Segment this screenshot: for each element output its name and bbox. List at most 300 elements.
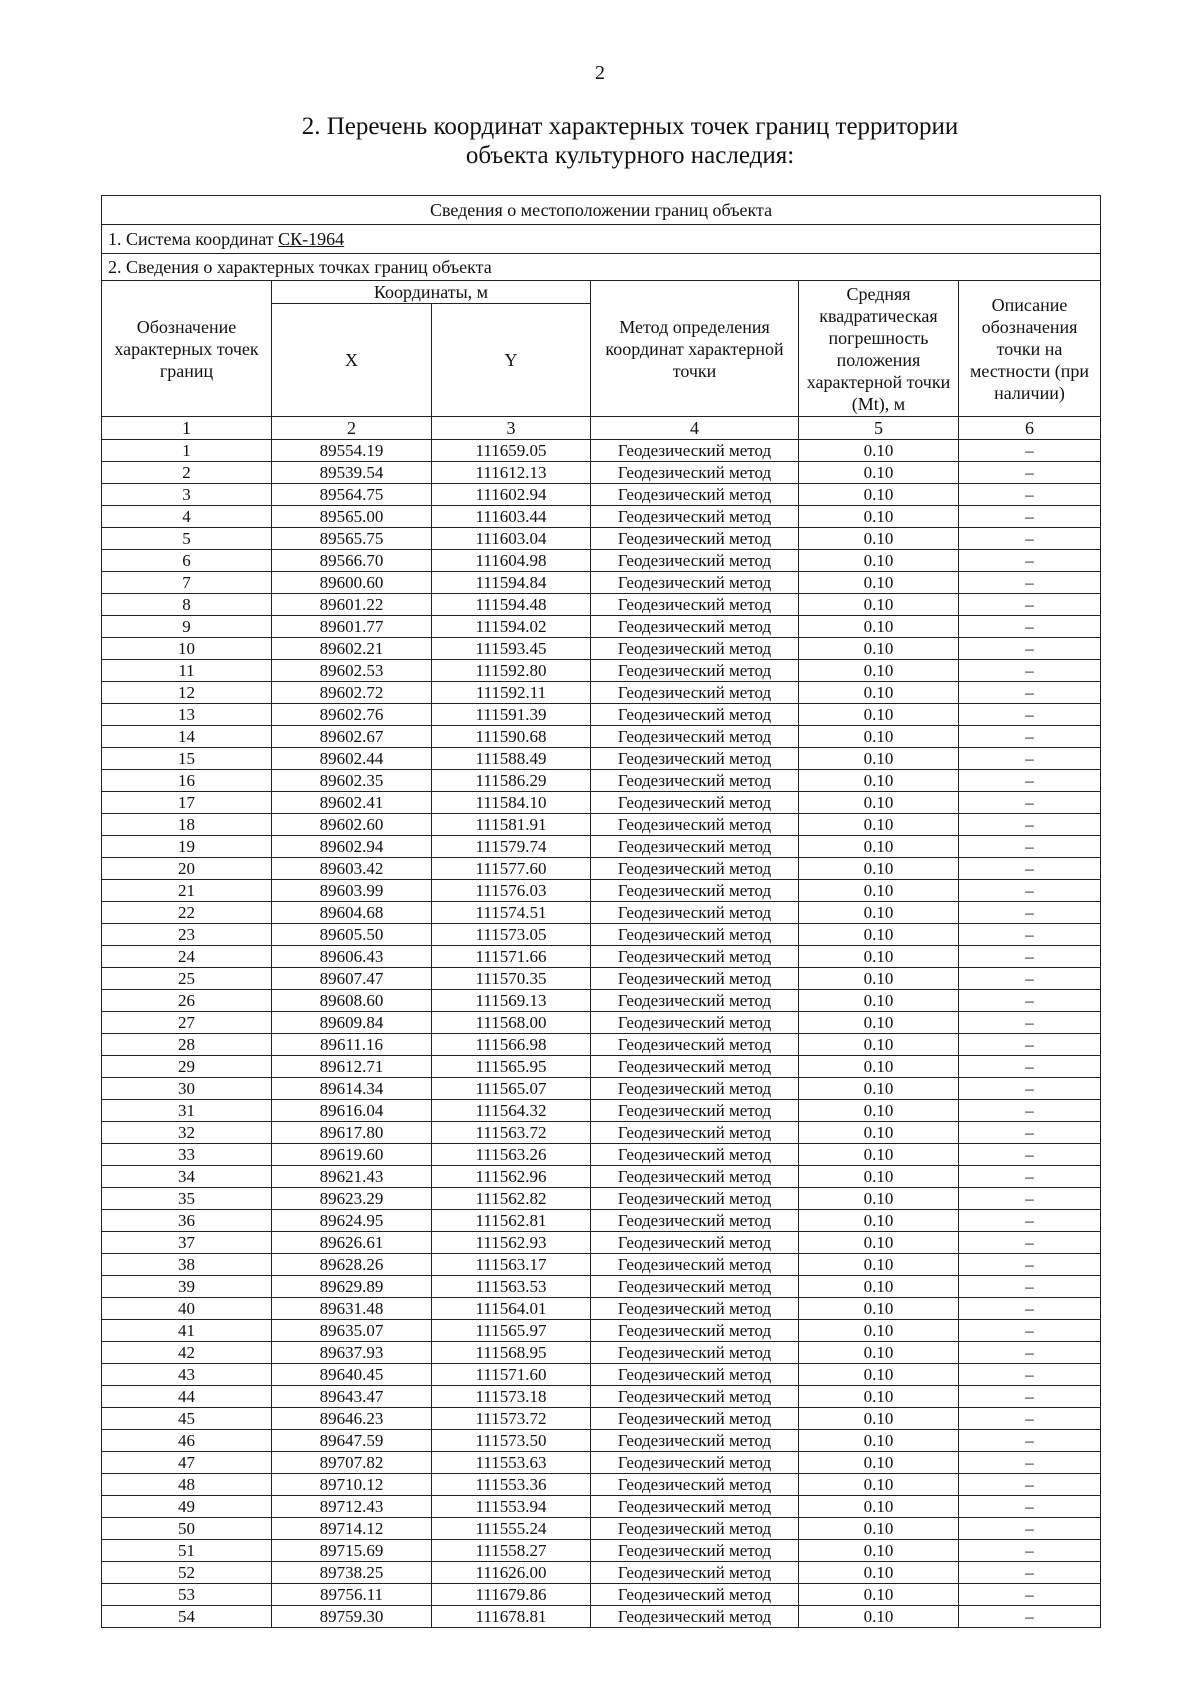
point-number-cell: 37	[102, 1232, 272, 1254]
point-number-cell: 32	[102, 1122, 272, 1144]
table-row	[102, 1606, 1101, 1628]
point-number-cell: 53	[102, 1584, 272, 1606]
point-number-cell: 33	[102, 1144, 272, 1166]
description-cell: –	[959, 616, 1101, 638]
method-cell: Геодезический метод	[591, 1188, 799, 1210]
description-cell: –	[959, 1210, 1101, 1232]
y-coordinate-cell: 111563.17	[432, 1254, 591, 1276]
point-number-cell: 16	[102, 770, 272, 792]
y-coordinate-cell: 111579.74	[432, 836, 591, 858]
description-cell: –	[959, 1342, 1101, 1364]
y-coordinate-cell: 111565.97	[432, 1320, 591, 1342]
x-coordinate-cell: 89566.70	[272, 550, 432, 572]
table-row	[102, 880, 1101, 902]
table-row	[102, 1452, 1101, 1474]
description-cell: –	[959, 1518, 1101, 1540]
x-coordinate-cell: 89564.75	[272, 484, 432, 506]
point-number-cell: 54	[102, 1606, 272, 1628]
table-row	[102, 550, 1101, 572]
error-cell: 0.10	[799, 1606, 959, 1628]
x-coordinate-cell: 89646.23	[272, 1408, 432, 1430]
header-error: Средняя квадратическая погрешность положения характерной точки (Mt), м	[799, 281, 959, 417]
point-number-cell: 48	[102, 1474, 272, 1496]
x-coordinate-cell: 89602.76	[272, 704, 432, 726]
x-coordinate-cell: 89565.75	[272, 528, 432, 550]
point-number-cell: 30	[102, 1078, 272, 1100]
error-cell: 0.10	[799, 880, 959, 902]
point-number-cell: 5	[102, 528, 272, 550]
error-cell: 0.10	[799, 1122, 959, 1144]
header-point: Обозначение характерных точек границ	[102, 281, 272, 417]
table-row	[102, 594, 1101, 616]
method-cell: Геодезический метод	[591, 660, 799, 682]
table-row	[102, 1034, 1101, 1056]
point-number-cell: 34	[102, 1166, 272, 1188]
error-cell: 0.10	[799, 990, 959, 1012]
error-cell: 0.10	[799, 638, 959, 660]
description-cell: –	[959, 1386, 1101, 1408]
method-cell: Геодезический метод	[591, 1276, 799, 1298]
y-coordinate-cell: 111591.39	[432, 704, 591, 726]
x-coordinate-cell: 89539.54	[272, 462, 432, 484]
method-cell: Геодезический метод	[591, 638, 799, 660]
point-number-cell: 22	[102, 902, 272, 924]
method-cell: Геодезический метод	[591, 1320, 799, 1342]
error-cell: 0.10	[799, 1474, 959, 1496]
error-cell: 0.10	[799, 660, 959, 682]
error-cell: 0.10	[799, 616, 959, 638]
description-cell: –	[959, 968, 1101, 990]
description-cell: –	[959, 1408, 1101, 1430]
y-coordinate-cell: 111603.04	[432, 528, 591, 550]
x-coordinate-cell: 89601.22	[272, 594, 432, 616]
point-number-cell: 4	[102, 506, 272, 528]
description-cell: –	[959, 1584, 1101, 1606]
error-cell: 0.10	[799, 770, 959, 792]
error-cell: 0.10	[799, 858, 959, 880]
description-cell: –	[959, 902, 1101, 924]
table-row	[102, 1166, 1101, 1188]
coordinate-system-label: 1. Система координат	[108, 228, 279, 249]
x-coordinate-cell: 89626.61	[272, 1232, 432, 1254]
description-cell: –	[959, 528, 1101, 550]
table-row	[102, 836, 1101, 858]
column-number: 1	[102, 417, 272, 440]
table-row	[102, 902, 1101, 924]
y-coordinate-cell: 111603.44	[432, 506, 591, 528]
description-cell: –	[959, 1056, 1101, 1078]
error-cell: 0.10	[799, 1034, 959, 1056]
table-row	[102, 1298, 1101, 1320]
y-coordinate-cell: 111563.72	[432, 1122, 591, 1144]
column-number: 6	[959, 417, 1101, 440]
point-number-cell: 35	[102, 1188, 272, 1210]
error-cell: 0.10	[799, 594, 959, 616]
error-cell: 0.10	[799, 1188, 959, 1210]
point-number-cell: 23	[102, 924, 272, 946]
description-cell: –	[959, 1100, 1101, 1122]
table-row	[102, 726, 1101, 748]
x-coordinate-cell: 89602.72	[272, 682, 432, 704]
error-cell: 0.10	[799, 1320, 959, 1342]
method-cell: Геодезический метод	[591, 484, 799, 506]
description-cell: –	[959, 1012, 1101, 1034]
y-coordinate-cell: 111562.96	[432, 1166, 591, 1188]
error-cell: 0.10	[799, 1496, 959, 1518]
method-cell: Геодезический метод	[591, 572, 799, 594]
method-cell: Геодезический метод	[591, 1122, 799, 1144]
description-cell: –	[959, 484, 1101, 506]
y-coordinate-cell: 111571.60	[432, 1364, 591, 1386]
point-number-cell: 45	[102, 1408, 272, 1430]
table-row	[102, 506, 1101, 528]
method-cell: Геодезический метод	[591, 726, 799, 748]
y-coordinate-cell: 111564.01	[432, 1298, 591, 1320]
method-cell: Геодезический метод	[591, 1518, 799, 1540]
column-number: 3	[432, 417, 591, 440]
table-row	[102, 770, 1101, 792]
table-row	[102, 682, 1101, 704]
table-row	[102, 1364, 1101, 1386]
y-coordinate-cell: 111592.80	[432, 660, 591, 682]
description-cell: –	[959, 1606, 1101, 1628]
x-coordinate-cell: 89600.60	[272, 572, 432, 594]
description-cell: –	[959, 792, 1101, 814]
error-cell: 0.10	[799, 1430, 959, 1452]
table-row	[102, 462, 1101, 484]
method-cell: Геодезический метод	[591, 616, 799, 638]
x-coordinate-cell: 89759.30	[272, 1606, 432, 1628]
table-row	[102, 1320, 1101, 1342]
table-row	[102, 1012, 1101, 1034]
y-coordinate-cell: 111602.94	[432, 484, 591, 506]
error-cell: 0.10	[799, 1562, 959, 1584]
x-coordinate-cell: 89621.43	[272, 1166, 432, 1188]
point-number-cell: 42	[102, 1342, 272, 1364]
y-coordinate-cell: 111564.32	[432, 1100, 591, 1122]
error-cell: 0.10	[799, 1386, 959, 1408]
description-cell: –	[959, 1364, 1101, 1386]
x-coordinate-cell: 89602.44	[272, 748, 432, 770]
y-coordinate-cell: 111592.11	[432, 682, 591, 704]
error-cell: 0.10	[799, 550, 959, 572]
x-coordinate-cell: 89707.82	[272, 1452, 432, 1474]
y-coordinate-cell: 111576.03	[432, 880, 591, 902]
y-coordinate-cell: 111570.35	[432, 968, 591, 990]
column-number: 2	[272, 417, 432, 440]
description-cell: –	[959, 990, 1101, 1012]
method-cell: Геодезический метод	[591, 594, 799, 616]
table-row	[102, 748, 1101, 770]
x-coordinate-cell: 89635.07	[272, 1320, 432, 1342]
table-row	[102, 1584, 1101, 1606]
x-coordinate-cell: 89714.12	[272, 1518, 432, 1540]
method-cell: Геодезический метод	[591, 682, 799, 704]
x-coordinate-cell: 89631.48	[272, 1298, 432, 1320]
method-cell: Геодезический метод	[591, 1474, 799, 1496]
table-row	[102, 792, 1101, 814]
point-number-cell: 17	[102, 792, 272, 814]
y-coordinate-cell: 111604.98	[432, 550, 591, 572]
point-number-cell: 46	[102, 1430, 272, 1452]
point-number-cell: 43	[102, 1364, 272, 1386]
header-coords: Координаты, м	[272, 281, 591, 304]
point-number-cell: 11	[102, 660, 272, 682]
x-coordinate-cell: 89601.77	[272, 616, 432, 638]
description-cell: –	[959, 748, 1101, 770]
x-coordinate-cell: 89624.95	[272, 1210, 432, 1232]
description-cell: –	[959, 1254, 1101, 1276]
table-row	[102, 704, 1101, 726]
y-coordinate-cell: 111574.51	[432, 902, 591, 924]
error-cell: 0.10	[799, 506, 959, 528]
x-coordinate-cell: 89614.34	[272, 1078, 432, 1100]
table-row	[102, 440, 1101, 462]
point-number-cell: 51	[102, 1540, 272, 1562]
point-number-cell: 26	[102, 990, 272, 1012]
description-cell: –	[959, 1496, 1101, 1518]
method-cell: Геодезический метод	[591, 902, 799, 924]
x-coordinate-cell: 89628.26	[272, 1254, 432, 1276]
page-title	[200, 112, 1060, 170]
method-cell: Геодезический метод	[591, 1386, 799, 1408]
y-coordinate-cell: 111594.84	[432, 572, 591, 594]
table-row	[102, 1408, 1101, 1430]
x-coordinate-cell: 89602.41	[272, 792, 432, 814]
table-row	[102, 990, 1101, 1012]
table-row	[102, 1232, 1101, 1254]
coordinate-system-value: СК-1964	[278, 228, 345, 249]
description-cell: –	[959, 1320, 1101, 1342]
y-coordinate-cell: 111594.02	[432, 616, 591, 638]
x-coordinate-cell: 89611.16	[272, 1034, 432, 1056]
x-coordinate-cell: 89602.60	[272, 814, 432, 836]
method-cell: Геодезический метод	[591, 1232, 799, 1254]
point-number-cell: 39	[102, 1276, 272, 1298]
table-row	[102, 1562, 1101, 1584]
y-coordinate-cell: 111562.81	[432, 1210, 591, 1232]
x-coordinate-cell: 89647.59	[272, 1430, 432, 1452]
method-cell: Геодезический метод	[591, 1364, 799, 1386]
method-cell: Геодезический метод	[591, 1012, 799, 1034]
description-cell: –	[959, 462, 1101, 484]
method-cell: Геодезический метод	[591, 1166, 799, 1188]
point-number-cell: 20	[102, 858, 272, 880]
description-cell: –	[959, 704, 1101, 726]
error-cell: 0.10	[799, 1210, 959, 1232]
error-cell: 0.10	[799, 1298, 959, 1320]
coordinate-system-row	[102, 225, 1101, 254]
error-cell: 0.10	[799, 1276, 959, 1298]
table-row	[102, 484, 1101, 506]
page-title-line-2: объекта культурного наследия:	[465, 142, 795, 169]
column-number-row	[102, 417, 1101, 440]
point-number-cell: 44	[102, 1386, 272, 1408]
error-cell: 0.10	[799, 814, 959, 836]
x-coordinate-cell: 89738.25	[272, 1562, 432, 1584]
x-coordinate-cell: 89603.99	[272, 880, 432, 902]
method-cell: Геодезический метод	[591, 704, 799, 726]
point-number-cell: 29	[102, 1056, 272, 1078]
table-row	[102, 814, 1101, 836]
description-cell: –	[959, 880, 1101, 902]
table-row	[102, 924, 1101, 946]
y-coordinate-cell: 111553.94	[432, 1496, 591, 1518]
description-cell: –	[959, 770, 1101, 792]
table-row	[102, 528, 1101, 550]
table-row	[102, 616, 1101, 638]
method-cell: Геодезический метод	[591, 880, 799, 902]
point-number-cell: 6	[102, 550, 272, 572]
y-coordinate-cell: 111563.53	[432, 1276, 591, 1298]
y-coordinate-cell: 111568.00	[432, 1012, 591, 1034]
description-cell: –	[959, 1430, 1101, 1452]
description-cell: –	[959, 572, 1101, 594]
error-cell: 0.10	[799, 572, 959, 594]
description-cell: –	[959, 946, 1101, 968]
description-cell: –	[959, 814, 1101, 836]
method-cell: Геодезический метод	[591, 1342, 799, 1364]
error-cell: 0.10	[799, 748, 959, 770]
point-number-cell: 7	[102, 572, 272, 594]
table-row	[102, 1078, 1101, 1100]
error-cell: 0.10	[799, 726, 959, 748]
coordinates-table	[101, 195, 1101, 1628]
table-row	[102, 1056, 1101, 1078]
header-description: Описание обозначения точки на местности (при наличии)	[959, 281, 1101, 417]
x-coordinate-cell: 89605.50	[272, 924, 432, 946]
y-coordinate-cell: 111555.24	[432, 1518, 591, 1540]
y-coordinate-cell: 111588.49	[432, 748, 591, 770]
description-cell: –	[959, 440, 1101, 462]
error-cell: 0.10	[799, 1056, 959, 1078]
description-cell: –	[959, 660, 1101, 682]
y-coordinate-cell: 111568.95	[432, 1342, 591, 1364]
x-coordinate-cell: 89604.68	[272, 902, 432, 924]
point-number-cell: 49	[102, 1496, 272, 1518]
page-number: 2	[595, 62, 605, 84]
y-coordinate-cell: 111569.13	[432, 990, 591, 1012]
description-cell: –	[959, 1540, 1101, 1562]
table-row	[102, 1122, 1101, 1144]
y-coordinate-cell: 111678.81	[432, 1606, 591, 1628]
point-number-cell: 14	[102, 726, 272, 748]
x-coordinate-cell: 89756.11	[272, 1584, 432, 1606]
table-row	[102, 1474, 1101, 1496]
table-row	[102, 1210, 1101, 1232]
table-row	[102, 1342, 1101, 1364]
y-coordinate-cell: 111593.45	[432, 638, 591, 660]
method-cell: Геодезический метод	[591, 814, 799, 836]
point-number-cell: 25	[102, 968, 272, 990]
x-coordinate-cell: 89712.43	[272, 1496, 432, 1518]
description-cell: –	[959, 1232, 1101, 1254]
x-coordinate-cell: 89643.47	[272, 1386, 432, 1408]
x-coordinate-cell: 89629.89	[272, 1276, 432, 1298]
x-coordinate-cell: 89606.43	[272, 946, 432, 968]
y-coordinate-cell: 111626.00	[432, 1562, 591, 1584]
point-number-cell: 1	[102, 440, 272, 462]
y-coordinate-cell: 111571.66	[432, 946, 591, 968]
point-number-cell: 38	[102, 1254, 272, 1276]
x-coordinate-cell: 89619.60	[272, 1144, 432, 1166]
y-coordinate-cell: 111584.10	[432, 792, 591, 814]
y-coordinate-cell: 111563.26	[432, 1144, 591, 1166]
method-cell: Геодезический метод	[591, 770, 799, 792]
table-row	[102, 1386, 1101, 1408]
x-coordinate-cell: 89623.29	[272, 1188, 432, 1210]
error-cell: 0.10	[799, 836, 959, 858]
description-cell: –	[959, 1452, 1101, 1474]
x-coordinate-cell: 89608.60	[272, 990, 432, 1012]
description-cell: –	[959, 594, 1101, 616]
x-coordinate-cell: 89640.45	[272, 1364, 432, 1386]
point-number-cell: 47	[102, 1452, 272, 1474]
point-number-cell: 28	[102, 1034, 272, 1056]
table-row	[102, 1430, 1101, 1452]
method-cell: Геодезический метод	[591, 1056, 799, 1078]
method-cell: Геодезический метод	[591, 550, 799, 572]
y-coordinate-cell: 111562.93	[432, 1232, 591, 1254]
method-cell: Геодезический метод	[591, 1210, 799, 1232]
column-number: 4	[591, 417, 799, 440]
point-number-cell: 24	[102, 946, 272, 968]
error-cell: 0.10	[799, 1012, 959, 1034]
method-cell: Геодезический метод	[591, 1496, 799, 1518]
table-row	[102, 1100, 1101, 1122]
point-number-cell: 2	[102, 462, 272, 484]
table-row	[102, 1540, 1101, 1562]
description-cell: –	[959, 1078, 1101, 1100]
point-number-cell: 3	[102, 484, 272, 506]
x-coordinate-cell: 89602.67	[272, 726, 432, 748]
table-row	[102, 638, 1101, 660]
method-cell: Геодезический метод	[591, 1430, 799, 1452]
point-number-cell: 18	[102, 814, 272, 836]
method-cell: Геодезический метод	[591, 1584, 799, 1606]
method-cell: Геодезический метод	[591, 1452, 799, 1474]
error-cell: 0.10	[799, 1518, 959, 1540]
y-coordinate-cell: 111577.60	[432, 858, 591, 880]
point-number-cell: 12	[102, 682, 272, 704]
error-cell: 0.10	[799, 924, 959, 946]
method-cell: Геодезический метод	[591, 924, 799, 946]
y-coordinate-cell: 111573.50	[432, 1430, 591, 1452]
table-row	[102, 660, 1101, 682]
description-cell: –	[959, 682, 1101, 704]
y-coordinate-cell: 111565.95	[432, 1056, 591, 1078]
x-coordinate-cell: 89612.71	[272, 1056, 432, 1078]
column-number: 5	[799, 417, 959, 440]
error-cell: 0.10	[799, 1166, 959, 1188]
x-coordinate-cell: 89602.53	[272, 660, 432, 682]
error-cell: 0.10	[799, 1540, 959, 1562]
y-coordinate-cell: 111565.07	[432, 1078, 591, 1100]
method-cell: Геодезический метод	[591, 946, 799, 968]
point-number-cell: 52	[102, 1562, 272, 1584]
y-coordinate-cell: 111679.86	[432, 1584, 591, 1606]
x-coordinate-cell: 89554.19	[272, 440, 432, 462]
method-cell: Геодезический метод	[591, 1100, 799, 1122]
method-cell: Геодезический метод	[591, 1408, 799, 1430]
x-coordinate-cell: 89602.21	[272, 638, 432, 660]
table-row	[102, 1144, 1101, 1166]
error-cell: 0.10	[799, 1144, 959, 1166]
point-number-cell: 21	[102, 880, 272, 902]
y-coordinate-cell: 111581.91	[432, 814, 591, 836]
error-cell: 0.10	[799, 946, 959, 968]
description-cell: –	[959, 550, 1101, 572]
